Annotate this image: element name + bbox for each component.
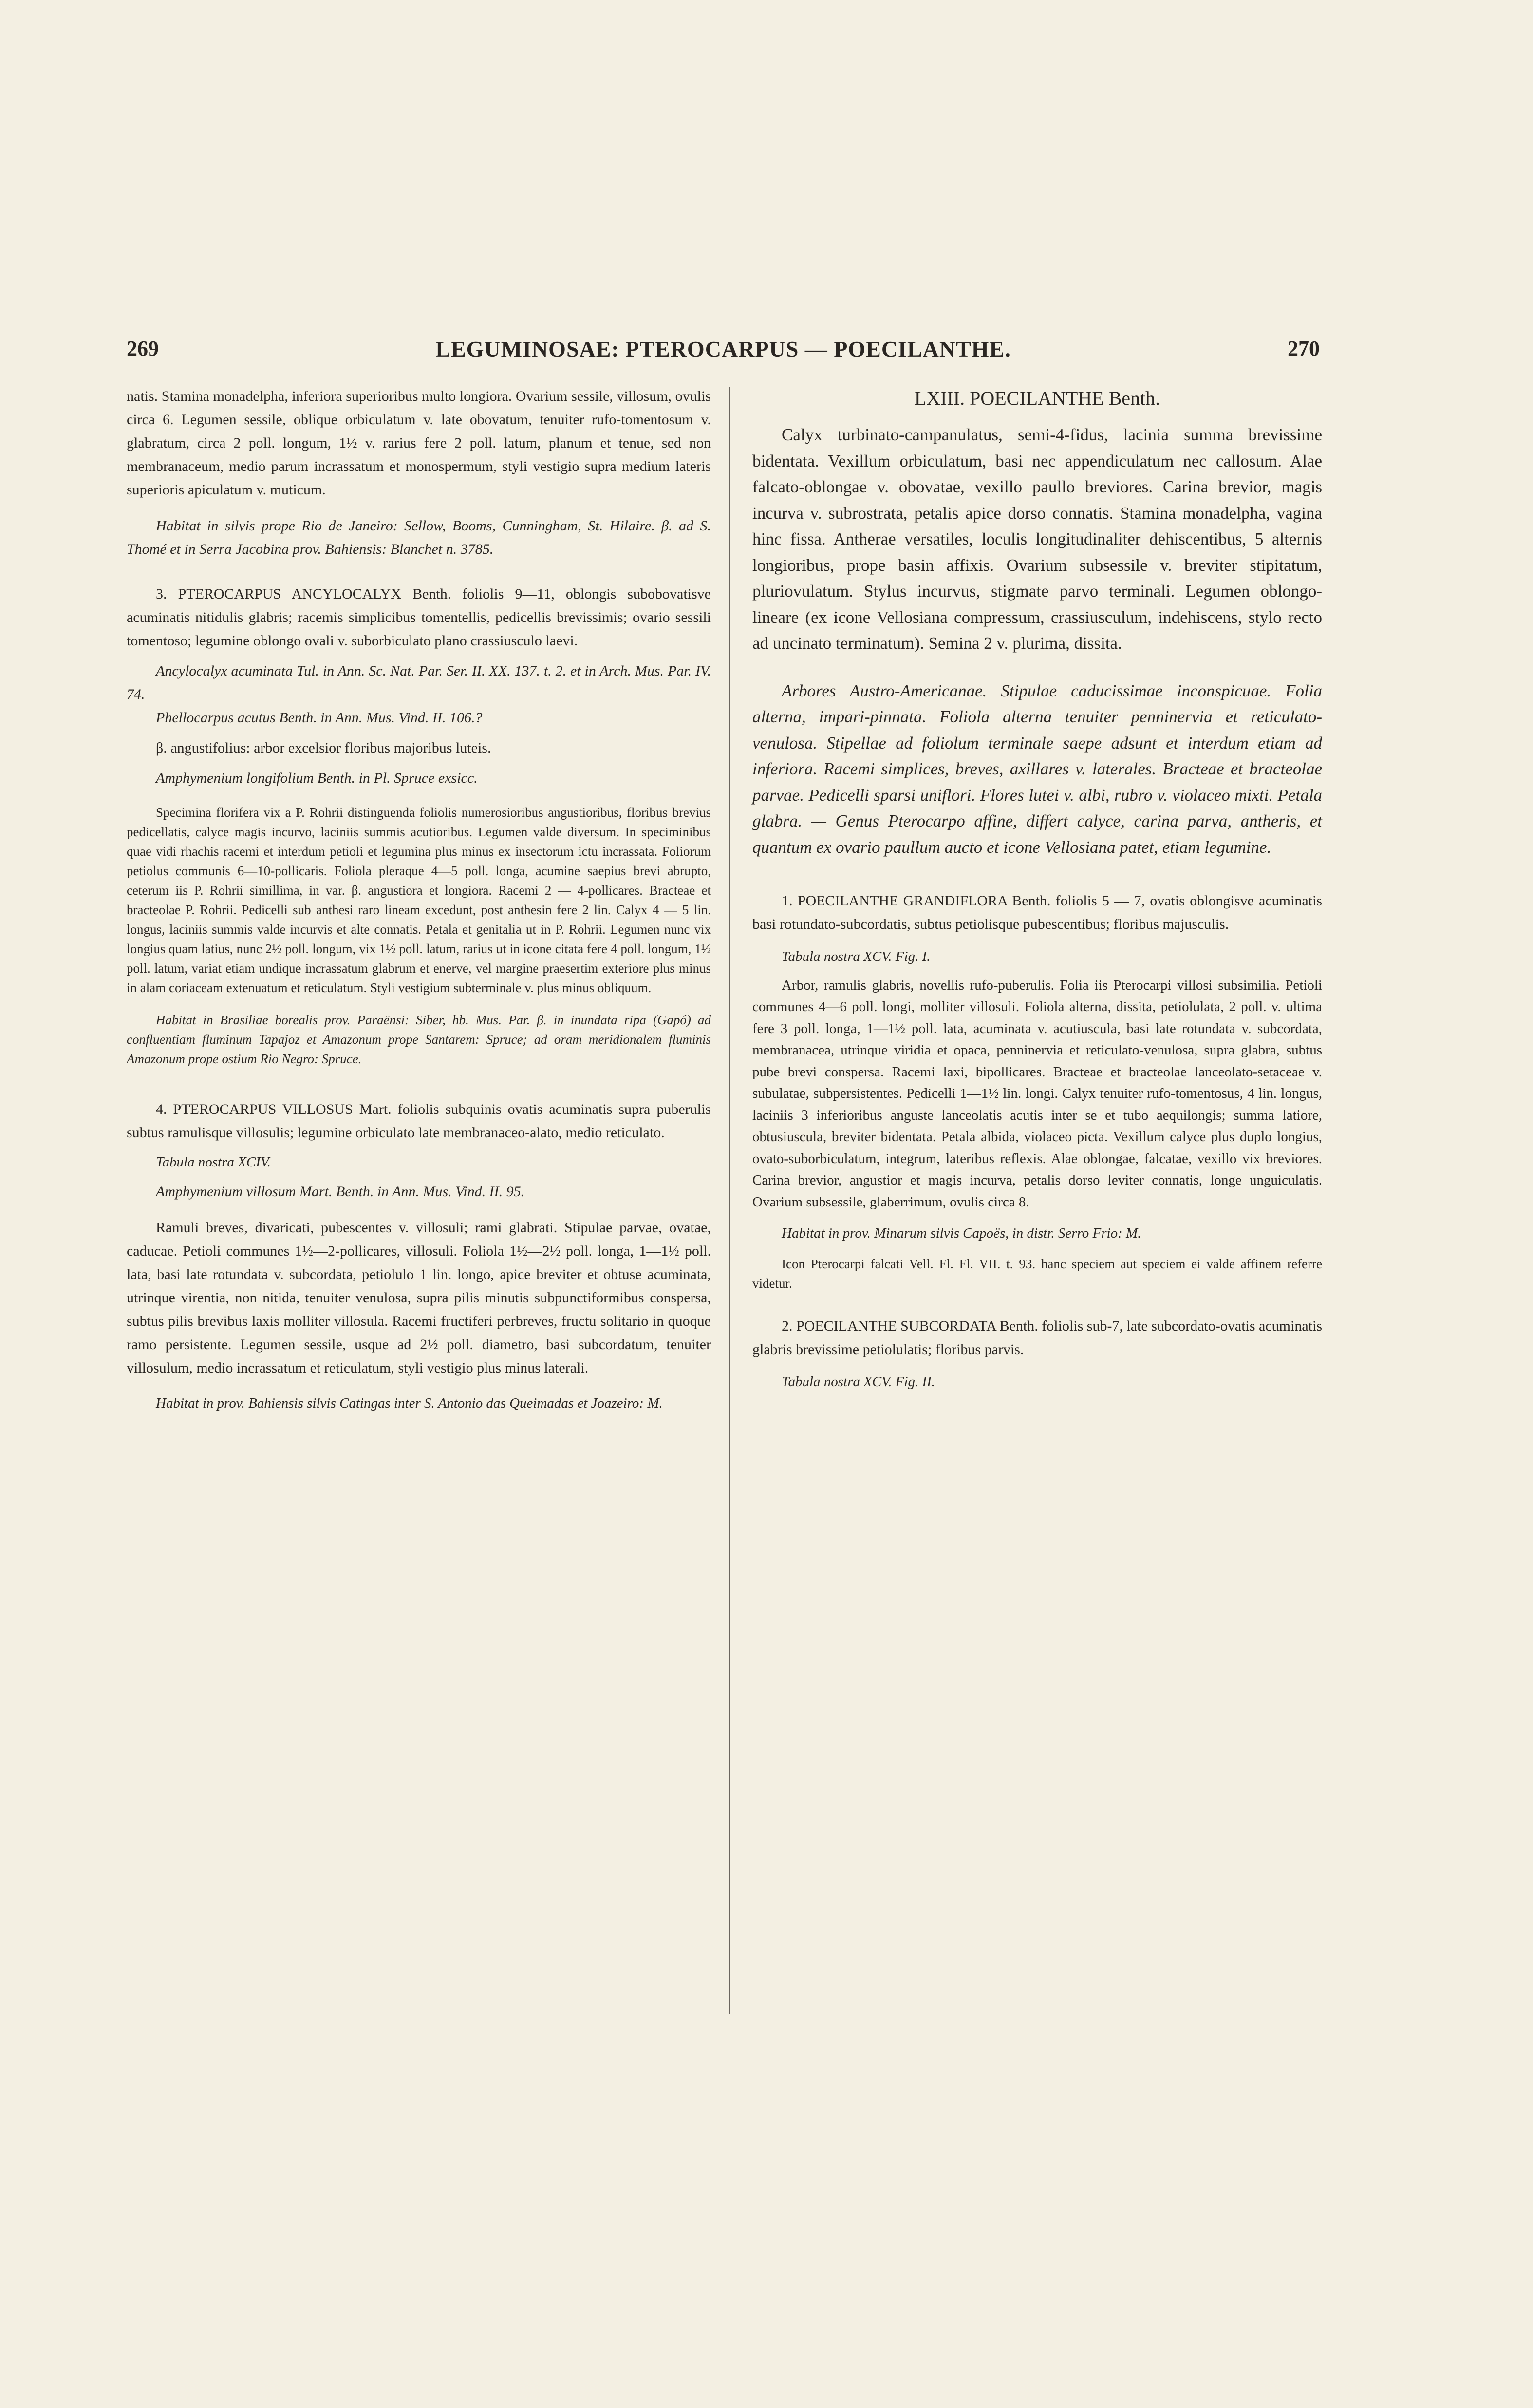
right-column xyxy=(752,385,1322,1392)
paragraph: natis. Stamina monadelpha, inferiora superioribus multo longiora. Ovarium sessile, villosum, ovulis circa 6. Legumen sessile, oblique orbiculatum v. late obovatum, tenuiter rufo-tomentosum v. glabratum, circa 2 poll. longum, 1½ v. rarius fere 2 poll. latum, planum et tenue, sed non membranaceum, medio parum incrassatum et monospermum, styli vestigio supra medium lateris superioris apiculatum v. muticum. xyxy=(127,388,711,498)
species-heading: 1. POECILANTHE GRANDIFLORA Benth. foliolis 5 — 7, ovatis oblongisve acuminatis basi rotundato-subcordatis, subtus petiolisque pubescentibus; floribus majusculis. xyxy=(752,893,1322,932)
species-heading: 2. POECILANTHE SUBCORDATA Benth. foliolis sub-7, late subcordato-ovatis acuminatis glabris brevissime petiolulatis; floribus parvis. xyxy=(752,1317,1322,1357)
species-heading: 3. PTEROCARPUS ANCYLOCALYX Benth. foliolis 9—11, oblongis subobovatisve acuminatis nitidulis glabris; racemis simplicibus tomentellis, pedicellis brevissimis; ovario sessili tomentoso; legumine oblongo ovali v. suborbiculato plano crassiusculo laevi. xyxy=(127,586,711,649)
genus-title: LXIII. POECILANTHE Benth. xyxy=(914,387,1160,409)
synonym: Amphymenium villosum Mart. Benth. in Ann. Mus. Vind. II. 95. xyxy=(156,1183,525,1200)
description: Arbor, ramulis glabris, novellis rufo-puberulis. Folia iis Pterocarpi villosi subsimilia. Petioli communes 4—6 poll. longi, molliter villosuli. Foliola alterna, dissita, petiolulata, 2 poll. v. ultima fere 3 poll. longa, 1—1½ poll. lata, acuminata v. acutiuscula, basi late rotundata v. subcordata, membranacea, utrinque viridia et opaca, penninervia et reticulato-venulosa, supra glabra, subtus pube brevi conspersa. Racemi laxi, bipollicares. Bracteae et bracteolae lanceolato-setaceae v. subulatae, subpersistentes. Pedicelli 1—1½ lin. longi. Calyx tenuiter rufo-tomentosus, 4 lin. longus, laciniis 3 inferioribus anguste lanceolatis acutis inter se et tubo aequilongis; summa latiore, obtusiuscula, breviter bidentata. Petala albida, violaceo picta. Vexillum calyce plus duplo longius, ovato-suborbiculatum, integrum, lateribus reflexis. Alae oblongae, falcatae, vexillo vix breviores. Carina brevior, angustior et magis incurva, petalis dorso leviter connatis, longe unguiculatis. Ovarium subsessile, glaberrimum, ovulis circa 8. xyxy=(752,977,1322,1210)
running-title: LEGUMINOSAE: PTEROCARPUS — POECILANTHE. xyxy=(435,337,1011,361)
variety: β. angustifolius: arbor excelsior floribus majoribus luteis. xyxy=(156,740,491,756)
synonym: Phellocarpus acutus Benth. in Ann. Mus. Vind. II. 106.? xyxy=(156,710,483,726)
page-number-right: 270 xyxy=(1288,337,1320,360)
description: Specimina florifera vix a P. Rohrii distinguenda foliolis numerosioribus angustioribus, floribus brevius pedicellatis, calyce magis incurvo, laciniis summis acutioribus. Legumen valde diversum. In speciminibus quae vidi rhachis racemi et interdum petioli et legumina plus minus ex insectorum ictu incrassata. Foliorum petiolus communis 6—10-pollicaris. Foliola pleraque 4—5 poll. longa, acumine saepius brevi abrupto, ceterum iis P. Rohrii simillima, in var. β. angustiora et longiora. Racemi 2 — 4-pollicares. Bracteae et bracteolae P. Rohrii. Pedicelli sub anthesi raro lineam excedunt, post anthesin fere 2 lin. Calyx 4 — 5 lin. longus, laciniis summis valde incurvis et alte connatis. Petala et genitalia ut in P. Rohrii. Legumen nunc vix longius quam latius, nunc 2½ poll. longum, vix 1½ poll. latum, rarius ut in icone citata fere 4 poll. longum, 1½ poll. latum, variat etiam undique incrassatum glabrum et enerve, vel margine praesertim exteriore plus minus in alam coriaceam extenuatum et reticulatum. Styli vestigium subterminale v. plus minus obliquum. xyxy=(127,805,711,995)
genus-description: Calyx turbinato-campanulatus, semi-4-fidus, lacinia summa brevissime bidentata. Vexillum orbiculatum, basi nec appendiculatum nec callosum. Alae falcato-oblongae v. obovatae, vexillo paullo breviores. Carina brevior, magis incurva v. subrostrata, petalis apice dorso connatis. Stamina monadelpha, vagina hinc fissa. Antherae versatiles, loculis longitudinaliter dehiscentibus, 5 alternis longioribus, prope basin affixis. Ovarium subsessile v. breviter stipitatum, pluriovulatum. Stylus incurvus, stigmate parvo terminali. Legumen oblongo-lineare (ex icone Vellosiana compressum, crassiusculum, indehiscens, stylo recto ad uncinato terminatum). Semina 2 v. plurima, dissita. xyxy=(752,425,1322,653)
species-heading: 4. PTEROCARPUS VILLOSUS Mart. foliolis subquinis ovatis acuminatis supra puberulis subtus ramulisque villosulis; legumine orbiculato late membranaceo-alato, medio reticulato. xyxy=(127,1101,711,1141)
plate-reference: Tabula nostra XCV. Fig. II. xyxy=(782,1373,935,1390)
plate-reference: Tabula nostra XCIV. xyxy=(156,1154,271,1170)
synonym: Amphymenium longifolium Benth. in Pl. Spruce exsicc. xyxy=(156,770,478,786)
column-divider xyxy=(729,387,730,2014)
page-header xyxy=(127,336,1320,370)
habitat-note: Habitat in silvis prope Rio de Janeiro: Sellow, Booms, Cunningham, St. Hilaire. β. ad S. Thomé et in Serra Jacobina prov. Bahiensis: Blanchet n. 3785. xyxy=(127,518,711,557)
habitat-note: Habitat in prov. Bahiensis silvis Catingas inter S. Antonio das Queimadas et Joazeiro: M. xyxy=(156,1395,663,1411)
plate-reference: Tabula nostra XCV. Fig. I. xyxy=(782,949,931,964)
description: Ramuli breves, divaricati, pubescentes v. villosuli; rami glabrati. Stipulae parvae, ovatae, caducae. Petioli communes 1½—2-pollicares, villosuli. Foliola 1½—2½ poll. longa, 1—1½ poll. lata, basi late rotundata v. subcordata, petiolulo 1 lin. longo, apice breviter et obtuse acuminata, utrinque virentia, non nitida, tenuiter venulosa, supra pilis minutis subpunctiformibus conspersa, subtus pilis brevibus laxis molliter villosula. Racemi fructiferi perbreves, fructu solitario in quoque ramo persistente. Legumen sessile, usque ad 2½ poll. diametro, basi subcordatum, tenuiter villosulum, medio incrassatum et reticulatum, styli vestigio plus minus laterali. xyxy=(127,1219,711,1376)
synonym: Ancylocalyx acuminata Tul. in Ann. Sc. Nat. Par. Ser. II. XX. 137. t. 2. et in Arch. Mus. Par. IV. 74. xyxy=(127,663,711,702)
habitat-note: Habitat in Brasiliae borealis prov. Paraënsi: Siber, hb. Mus. Par. β. in inundata ripa (Gapó) ad confluentiam fluminum Tapajoz et Amazonum prope Santarem: Spruce; ad oram meridionalem fluminis Amazonum prope ostium Rio Negro: Spruce. xyxy=(127,1013,711,1066)
habitat-note: Habitat in prov. Minarum silvis Capoës, in distr. Serro Frio: M. xyxy=(782,1225,1141,1241)
left-column xyxy=(127,385,711,1414)
genus-habit: Arbores Austro-Americanae. Stipulae caducissimae inconspicuae. Folia alterna, impari-pinnata. Foliola alterna tenuiter penninervia et reticulato-venulosa. Stipellae ad foliolum terminale saepe adsunt et interdum etiam ad inferiora. Racemi simplices, breves, axillares v. laterales. Bracteae et bracteolae parvae. Pedicelli sparsi uniflori. Flores lutei v. albi, rubro v. violaceo mixti. Petala glabra. — Genus Pterocarpo affine, differt calyce, carina parva, antheris, et quantum ex ovario paullum aucto et icone Vellosiana patet, etiam legumine. xyxy=(752,681,1322,857)
page-number-left: 269 xyxy=(127,337,159,360)
note: Icon Pterocarpi falcati Vell. Fl. Fl. VII. t. 93. hanc speciem aut speciem ei valde affinem referre videtur. xyxy=(752,1256,1322,1291)
